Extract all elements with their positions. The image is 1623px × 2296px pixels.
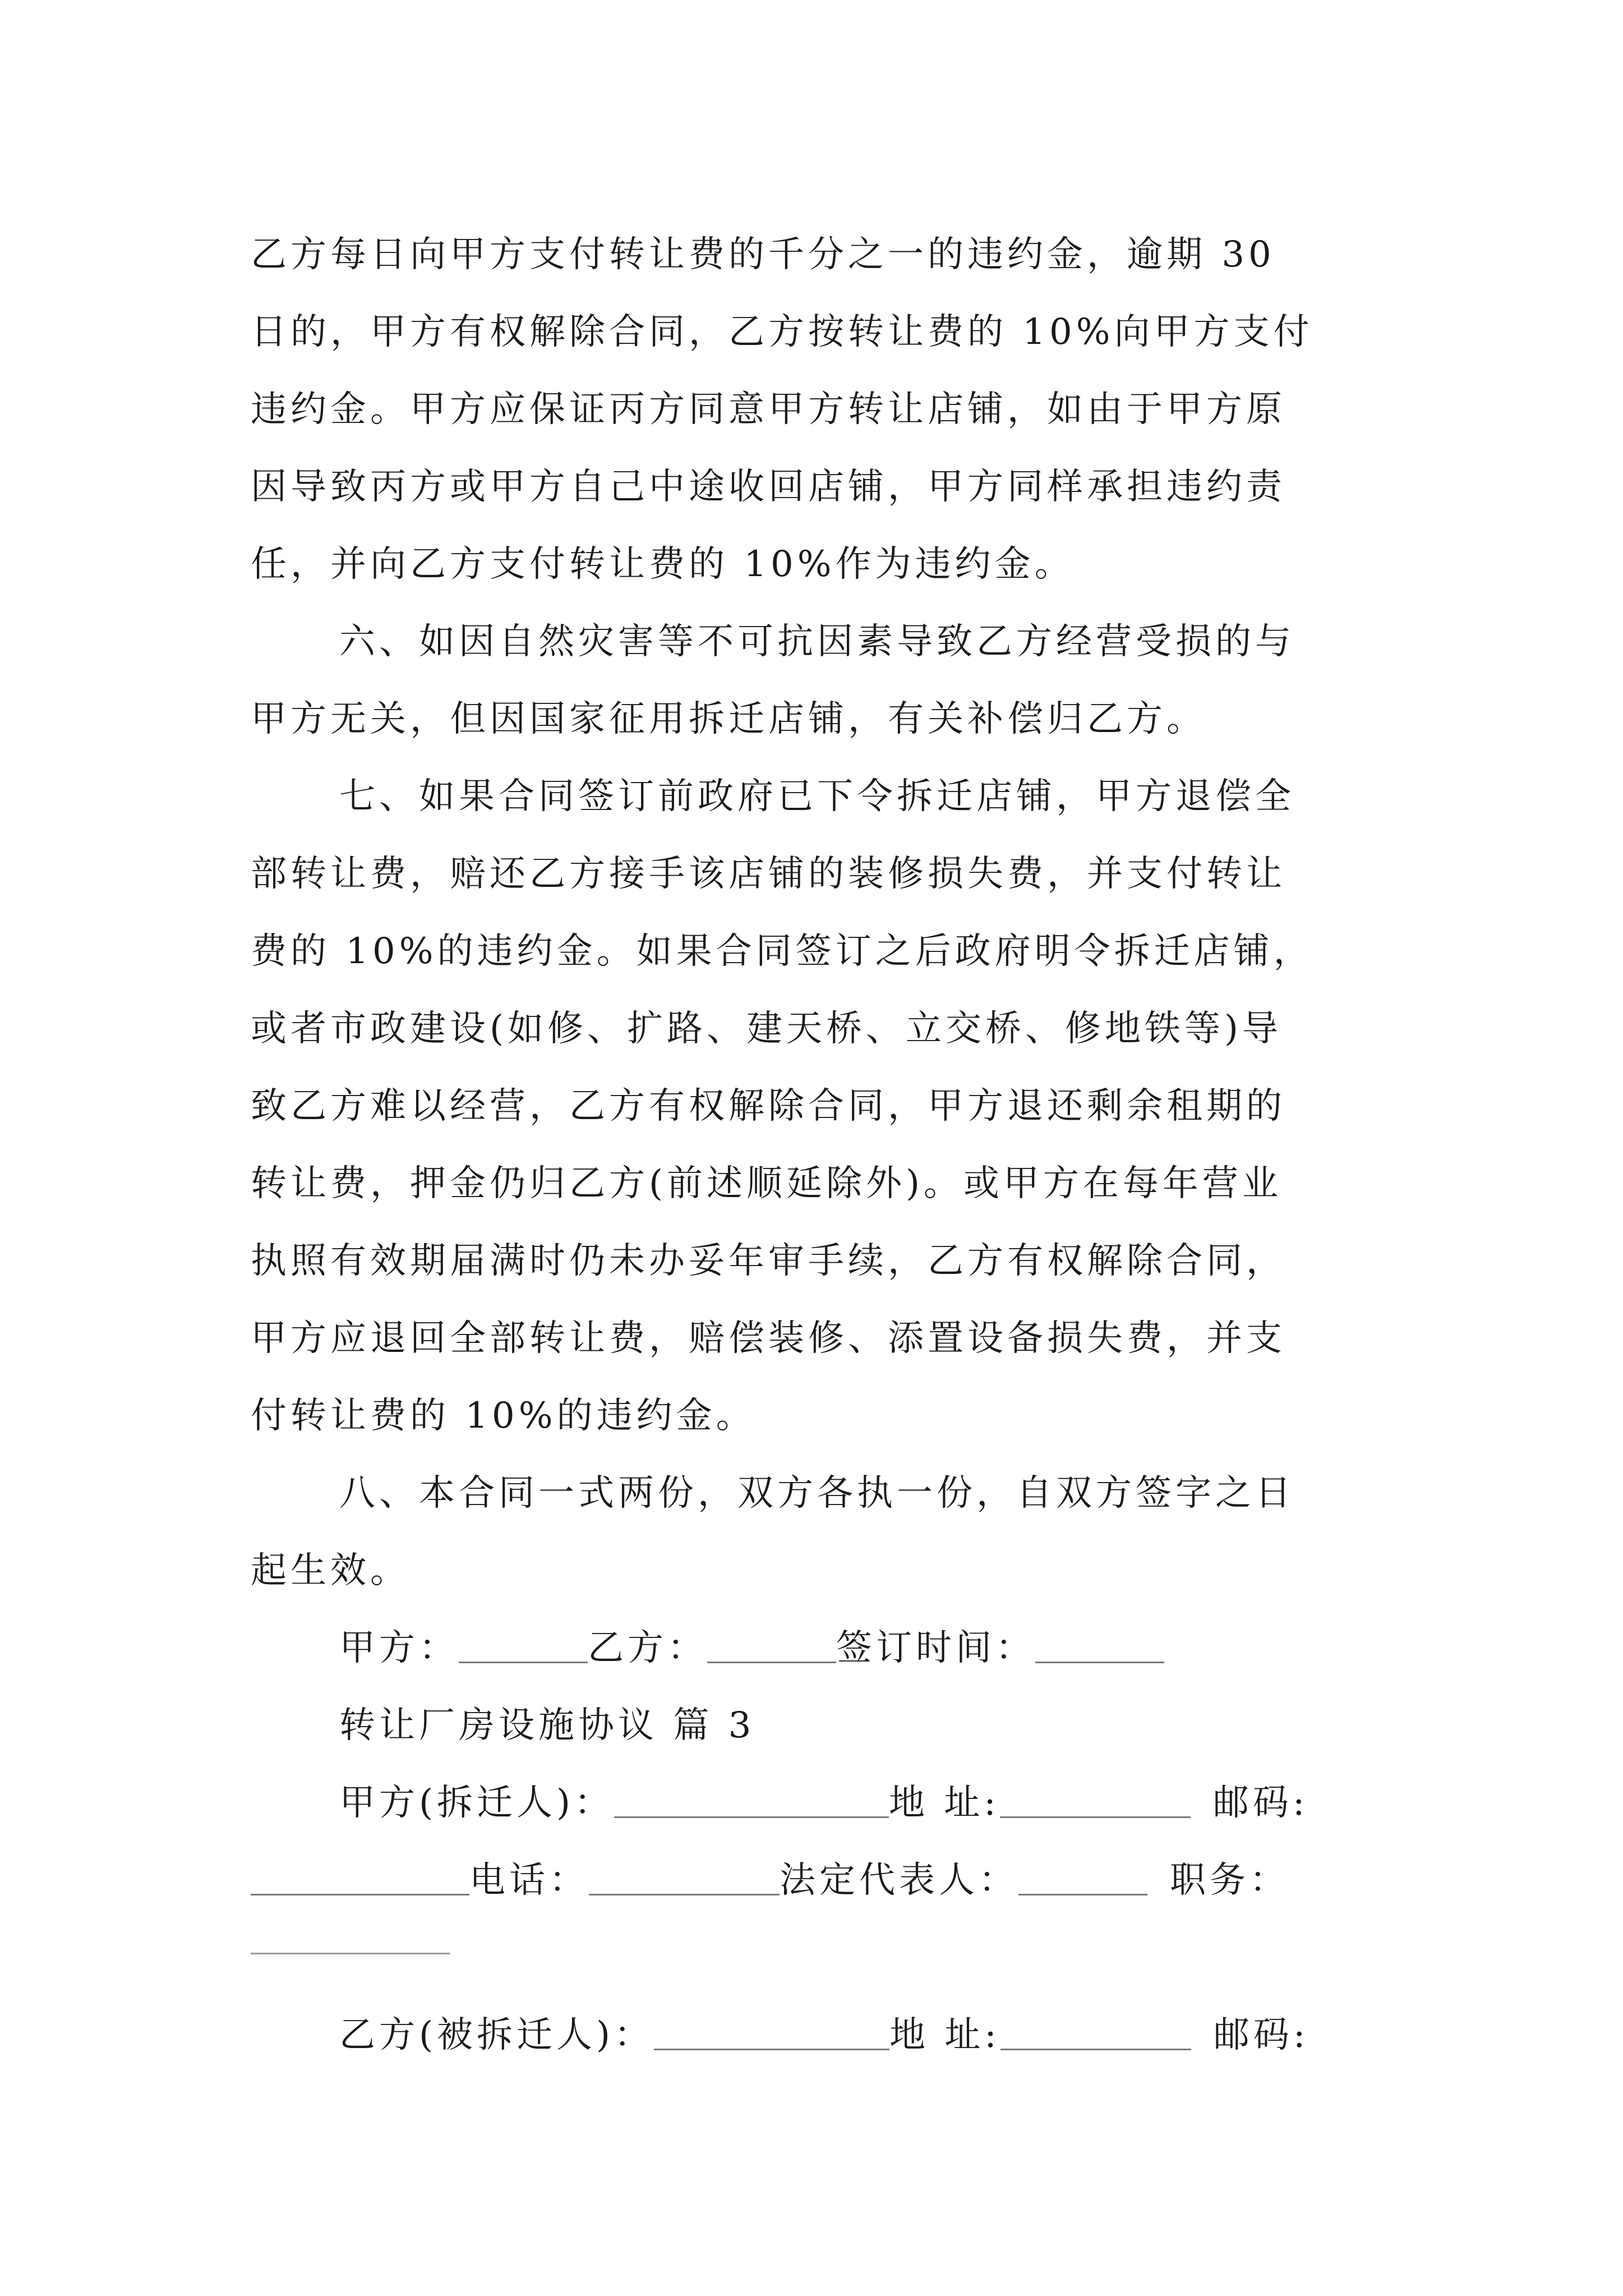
- paragraph-7-line-5: 致乙方难以经营，乙方有权解除合同，甲方退还剩余租期的: [251, 1085, 1286, 1127]
- party-a-info-line-2: [251, 1842, 1389, 1919]
- party-a-info-label: 甲方(拆迁人)：: [339, 1782, 614, 1824]
- party-a-postcode-blank[interactable]: [251, 1861, 469, 1895]
- party-a-legal-rep-label: 法定代表人：: [780, 1860, 1018, 1901]
- party-b-name-blank[interactable]: [654, 2016, 889, 2050]
- paragraph-7-line-3: 费的 10%的违约金。如果合同签订之后政府明令拆迁店铺，: [251, 931, 1313, 972]
- paragraph-7-line-6: 转让费，押金仍归乙方(前述顺延除外)。或甲方在每年营业: [251, 1163, 1282, 1204]
- party-a-postcode-label: 邮码:: [1212, 1782, 1309, 1824]
- party-b-postcode-label: 邮码:: [1213, 2014, 1310, 2056]
- party-b-address-blank[interactable]: [1000, 2016, 1191, 2050]
- paragraph-7-line-2: 部转让费，赔还乙方接手该店铺的装修损失费，并支付转让: [251, 853, 1286, 895]
- paragraph-5-line-1: 乙方每日向甲方支付转让费的千分之一的违约金，逾期 30: [251, 234, 1275, 275]
- paragraph-8-line-1: 八、本合同一式两份，双方各执一份，自双方签字之日: [339, 1473, 1295, 1514]
- paragraph-5-line-2: 日的，甲方有权解除合同，乙方按转让费的 10%向甲方支付: [251, 311, 1313, 353]
- party-a-phone-label: 电话：: [469, 1860, 589, 1901]
- party-b-blank[interactable]: [707, 1629, 836, 1663]
- party-a-address-blank[interactable]: [1000, 1784, 1191, 1818]
- paragraph-7-line-1: 七、如果合同签订前政府已下令拆迁店铺，甲方退偿全: [339, 776, 1295, 817]
- paragraph-7-line-4: 或者市政建设(如修、扩路、建天桥、立交桥、修地铁等)导: [251, 1008, 1282, 1050]
- party-a-label: 甲方：: [339, 1627, 459, 1669]
- party-b-info-line-1: [251, 1996, 1389, 2074]
- paragraph-7-line-8: 甲方应退回全部转让费，赔偿装修、添置设备损失费，并支: [251, 1318, 1286, 1359]
- party-a-position-label: 职务：: [1170, 1860, 1289, 1901]
- paragraph-7-line-7: 执照有效期届满时仍未办妥年审手续，乙方有权解除合同，: [251, 1240, 1286, 1282]
- party-a-blank[interactable]: [459, 1629, 588, 1663]
- paragraph-5-line-5: 任，并向乙方支付转让费的 10%作为违约金。: [251, 544, 1075, 585]
- signature-line: [251, 1609, 1389, 1687]
- party-a-name-blank[interactable]: [614, 1784, 889, 1818]
- document-page: [251, 216, 1389, 2074]
- party-a-info-line-1: [251, 1764, 1389, 1842]
- section-title: 转让厂房设施协议 篇 3: [339, 1705, 755, 1746]
- paragraph-5-line-3: 违约金。甲方应保证丙方同意甲方转让店铺，如由于甲方原: [251, 389, 1286, 430]
- paragraph-7-line-9: 付转让费的 10%的违约金。: [251, 1395, 756, 1437]
- paragraph-6-line-2: 甲方无关，但因国家征用拆迁店铺，有关补偿归乙方。: [251, 698, 1206, 740]
- party-b-info-label: 乙方(被拆迁人)：: [339, 2014, 654, 2056]
- party-b-label: 乙方：: [588, 1627, 707, 1669]
- sign-date-label: 签订时间：: [836, 1627, 1035, 1669]
- party-b-address-label: 地 址:: [889, 2014, 1000, 2056]
- party-a-position-blank[interactable]: [251, 1919, 450, 1954]
- paragraph-6-line-1: 六、如因自然灾害等不可抗因素导致乙方经营受损的与: [339, 621, 1295, 662]
- party-a-phone-blank[interactable]: [589, 1861, 780, 1895]
- party-a-address-label: 地 址:: [888, 1782, 1000, 1824]
- paragraph-5-line-4: 因导致丙方或甲方自己中途收回店铺，甲方同样承担违约责: [251, 466, 1286, 508]
- party-a-info-line-3: [251, 1919, 1389, 1996]
- party-a-legal-rep-blank[interactable]: [1018, 1861, 1147, 1895]
- sign-date-blank[interactable]: [1035, 1629, 1164, 1663]
- paragraph-8-line-2: 起生效。: [251, 1550, 410, 1591]
